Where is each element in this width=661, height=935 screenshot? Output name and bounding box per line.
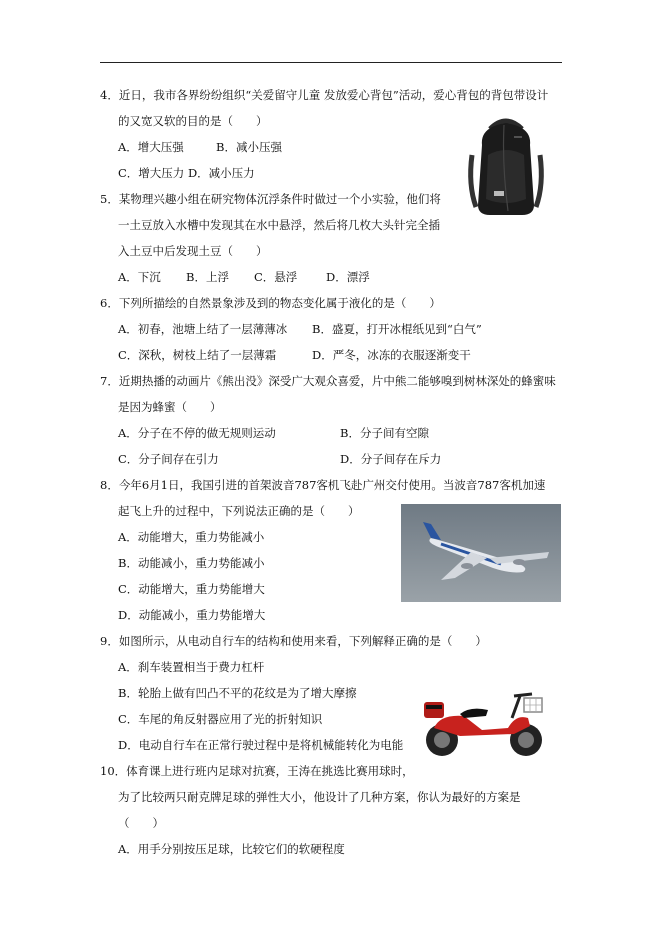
question-5-line-1: 5．某物理兴趣小组在研究物体沉浮条件时做过一个小实验，他们将 [100, 192, 441, 206]
option-a: A．初春，池塘上结了一层薄薄冰 [118, 322, 288, 336]
question-6-line-1: 6．下列所描绘的自然景象涉及到的物态变化属于液化的是（ ） [100, 296, 441, 310]
question-8-option-b: B．动能减小，重力势能减小 [118, 556, 265, 570]
question-4-options-row-2: C．增大压力 D．减小压力 [118, 166, 255, 180]
question-8-option-a: A．动能增大，重力势能减小 [118, 530, 265, 544]
question-8-line-2: 起飞上升的过程中，下列说法正确的是（ ） [118, 504, 360, 518]
header-rule [100, 62, 562, 63]
option-c: C．深秋，树枝上结了一层薄霜 [118, 348, 277, 362]
option-b: B．分子间有空隙 [340, 426, 429, 440]
backpack-image [464, 115, 548, 219]
question-10-line-1: 10．体育课上进行班内足球对抗赛，王涛在挑选比赛用球时， [100, 764, 414, 778]
question-9-option-c: C．车尾的角反射器应用了光的折射知识 [118, 712, 323, 726]
question-7-line-1: 7．近期热播的动画片《熊出没》深受广大观众喜爱，片中熊二能够嗅到树林深处的蜂蜜味 [100, 374, 556, 388]
question-9-option-b: B．轮胎上做有凹凸不平的花纹是为了增大摩擦 [118, 686, 357, 700]
option-a: A．增大压强 [118, 140, 184, 154]
question-8-line-1: 8．今年6月1日，我国引进的首架波音787客机飞赴广州交付使用。当波音787客机加速 [100, 478, 546, 492]
question-9-line-1: 9．如图所示，从电动自行车的结构和使用来看，下列解释正确的是（ ） [100, 634, 487, 648]
option-c: C．分子间存在引力 [118, 452, 219, 466]
question-9-option-d: D．电动自行车在正常行驶过程中是将机械能转化为电能 [118, 738, 404, 752]
question-10-line-3: （ ） [118, 816, 164, 830]
question-5-line-3: 入土豆中后发现土豆（ ） [118, 244, 268, 258]
option-b: B．减小压强 [216, 140, 282, 154]
question-8-option-d: D．动能减小，重力势能增大 [118, 608, 266, 622]
option-d: D．漂浮 [326, 270, 370, 284]
electric-bike-image [420, 688, 550, 760]
question-10-option-a: A．用手分别按压足球，比较它们的软硬程度 [118, 842, 345, 856]
question-4-line-1: 4．近日，我市各界纷纷组织“关爱留守儿童 发放爱心背包”活动，爱心背包的背包带设计 [100, 88, 549, 102]
question-10-line-2: 为了比较两只耐克牌足球的弹性大小，他设计了几种方案，你认为最好的方案是 [118, 790, 521, 804]
option-b: B．盛夏，打开冰棍纸见到“白气” [312, 322, 482, 336]
option-c: C．悬浮 [254, 270, 298, 284]
question-7-line-2: 是因为蜂蜜（ ） [118, 400, 222, 414]
question-8-option-c: C．动能增大，重力势能增大 [118, 582, 265, 596]
option-d: D．严冬，冰冻的衣服逐渐变干 [312, 348, 471, 362]
option-a: A．下沉 [118, 270, 161, 284]
option-a: A．分子在不停的做无规则运动 [118, 426, 276, 440]
option-b: B．上浮 [186, 270, 229, 284]
question-5-line-2: 一土豆放入水槽中发现其在水中悬浮，然后将几枚大头针完全插 [118, 218, 440, 232]
question-4-line-2: 的又宽又软的目的是（ ） [118, 114, 268, 128]
option-d: D．分子间存在斥力 [340, 452, 442, 466]
question-9-option-a: A．刹车装置相当于费力杠杆 [118, 660, 265, 674]
airplane-image [401, 504, 561, 602]
